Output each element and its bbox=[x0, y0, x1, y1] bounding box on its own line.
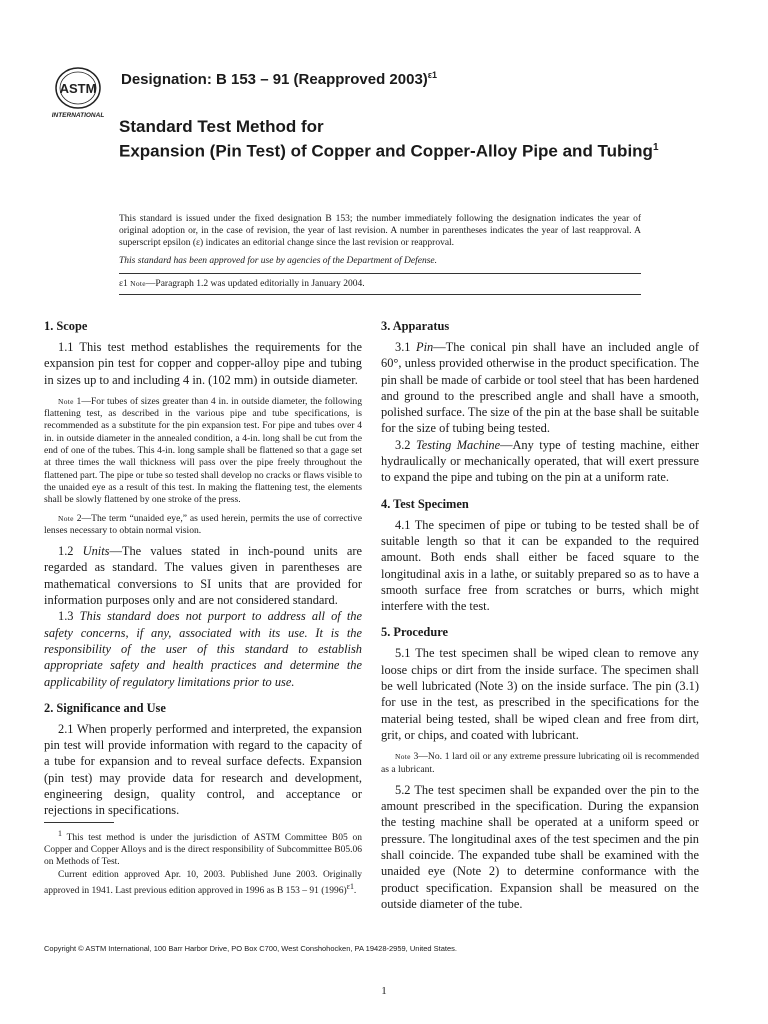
para-3-2-text: —Any type of testing machine, either hydraulically or mechanically operated, that will exert pressure to expand the pipe and tubing on the pin at a uniform rate. bbox=[381, 437, 700, 485]
section-3-heading: 3. Apparatus bbox=[381, 319, 450, 333]
section-4-heading: 4. Test Specimen bbox=[381, 496, 469, 511]
approval-statement: This standard has been approved for use by agencies of the Department of Defense. bbox=[119, 256, 438, 266]
footnote-2-end: . bbox=[353, 886, 357, 897]
logo-text: ASTM bbox=[59, 81, 97, 96]
para-1-2-term: Units bbox=[82, 544, 110, 559]
right-column bbox=[381, 318, 699, 912]
para-3-2-num: 3.2 bbox=[395, 437, 416, 452]
footnote-divider bbox=[44, 822, 114, 823]
note-2-label: Note bbox=[58, 513, 74, 523]
editorial-epsilon: ε1 bbox=[119, 279, 128, 289]
document-title bbox=[119, 116, 679, 162]
title-line1: Standard Test Method for bbox=[119, 117, 324, 136]
note-2 bbox=[44, 513, 362, 538]
section-2-heading: 2. Significance and Use bbox=[44, 700, 166, 715]
designation-superscript: ε1 bbox=[427, 70, 438, 80]
footnote-1 bbox=[44, 828, 362, 868]
para-5-1: 5.1 The test specimen shall be wiped clean to remove any loose chips or dirt from the inside surface. The specimen shall be well lubricated (Note 3) on the inside surface. The pin (3.1) for use in the test, as prescribed in the specifications for the material being tested, shall be wiped clean and free from dirt, grit, or chips, and coated with lubricant. bbox=[381, 646, 699, 742]
editorial-note-text: —Paragraph 1.2 was updated editorially in January 2004. bbox=[145, 279, 365, 289]
footnote-2 bbox=[44, 869, 362, 897]
astm-logo bbox=[44, 66, 116, 122]
para-2-1: 2.1 When properly performed and interpreted, the expansion pin test will provide information with regard to the capacity of a tube for expansion and to reveal surface defects. Expansion (pin test) may provide data for research and development, engineering design, quality control, and acceptance or rejections in specifications. bbox=[44, 721, 362, 818]
section-5-heading: 5. Procedure bbox=[381, 625, 448, 640]
page-number: 1 bbox=[381, 985, 387, 997]
note-2-text: 2—The term “unaided eye,” as used herein, permits the use of corrective lenses necessary to obtain normal vision. bbox=[44, 512, 362, 536]
note-3-text: 3—No. 1 lard oil or any extreme pressure lubricating oil is recommended as a lubricant. bbox=[381, 751, 699, 775]
left-column bbox=[44, 318, 362, 819]
para-3-2-term: Testing Machine bbox=[415, 437, 501, 452]
footnote-2-text: Current edition approved Apr. 10, 2003. Published June 2003. Originally approved in 1941. Last previous edition approved in 1996 as B 153 – 91 (1996) bbox=[44, 870, 362, 897]
title-main-text: Expansion (Pin Test) of Copper and Copper-Alloy Pipe and Tubing bbox=[119, 141, 653, 161]
note-3 bbox=[381, 751, 699, 776]
title-footnote-ref: 1 bbox=[652, 142, 659, 153]
divider-bottom bbox=[119, 294, 641, 295]
note-3-label: Note bbox=[395, 752, 411, 762]
editorial-note bbox=[119, 279, 641, 289]
note-1-label: Note bbox=[58, 396, 74, 406]
para-3-2 bbox=[381, 437, 699, 486]
para-1-1: 1.1 This test method establishes the requirements for the expansion pin test for copper and copper-alloy pipe and tubing in sizes up to and including 4 in. (102 mm) in outside diameter. bbox=[44, 340, 362, 387]
divider-top bbox=[119, 273, 641, 274]
section-1-heading: 1. Scope bbox=[44, 319, 88, 333]
designation bbox=[121, 70, 437, 88]
para-1-3-text: This standard does not purport to address all of the safety concerns, if any, associated with its use. It is the responsibility of the user of this standard to establish appropriate safety and health practices and determine the applicability of regulatory limitations prior to use. bbox=[44, 609, 362, 689]
editorial-note-label: Note bbox=[130, 279, 146, 288]
designation-text: Designation: B 153 – 91 (Reapproved 2003) bbox=[121, 71, 428, 88]
title-main bbox=[119, 137, 679, 162]
copyright-line: Copyright © ASTM International, 100 Barr Harbor Drive, PO Box C700, West Conshohocken, PA 19428-2959, United States. bbox=[44, 944, 457, 953]
para-3-1-term: Pin bbox=[416, 340, 434, 354]
para-3-1-text: —The conical pin shall have an included angle of 60°, unless provided otherwise in the product specification. The pin shall be made of carbide or tool steel that has been hardened and ground to the prescribed angle and shall have a smooth, polished surface. The size of the pin at the base shall be suitable for the size of tubing being tested. bbox=[381, 340, 699, 436]
para-3-1 bbox=[381, 339, 699, 437]
para-5-2: 5.2 The test specimen shall be expanded over the pin to the amount prescribed in the specification. During the expansion the testing machine shall be operated at a uniform speed or pressure. The longitudinal axes of the test specimen and the pin shall coincide. The expanded tube shall be examined with the unaided eye (Note 2) to determine conformance with the product specification. Expansion shall be measured on the outside diameter of the tube. bbox=[381, 782, 699, 911]
footnote-1-mark: 1 bbox=[58, 829, 62, 838]
para-1-2 bbox=[44, 543, 362, 608]
logo-subtext: INTERNATIONAL bbox=[51, 112, 105, 119]
footnote-2-sup: ε1 bbox=[346, 882, 354, 892]
para-1-3 bbox=[44, 608, 362, 689]
para-3-1-num: 3.1 bbox=[395, 340, 417, 354]
para-4-1: 4.1 The specimen of pipe or tubing to be tested shall be of suitable length so that it can be expanded to the required amount. Both ends shall either be faced square to the longitudinal axis in a lathe, or suitably prepared so as to have a smooth surface free from scratches or burrs, which might interfere with the test. bbox=[381, 517, 699, 614]
note-1-text: 1—For tubes of sizes greater than 4 in. in outside diameter, the following flattening test, as described in the various pipe and tube specifications, is recommended as a substitute for the pin expansion test. For pipe and tubes over 4 in. in outside diameter in the annealed condition, a 4-in. long shall be cut from the end of one of the tubes. This 4-in. long sample shall be flattened so that a gage set at three times the wall thickness will pass over the pipe freely throughout the flattened part. The pipe or tube so tested shall develop no cracks or flaws visible to the unaided eye as a result of this test. In making the flattening test, the elements shall be slowly flattened by one stroke of the press. bbox=[44, 395, 362, 506]
para-1-3-num: 1.3 bbox=[58, 609, 80, 624]
para-1-2-num: 1.2 bbox=[58, 544, 83, 559]
intro-paragraph: This standard is issued under the fixed designation B 153; the number immediately following the designation indicates the year of original adoption or, in the case of revision, the year of last revision. A number in parentheses indicates the year of last reapproval. A superscript epsilon (ε) indicates an editorial change since the last revision or reapproval. bbox=[119, 214, 641, 248]
note-1 bbox=[44, 396, 362, 507]
footnote-1-text: This test method is under the jurisdiction of ASTM Committee B05 on Copper and Copper Alloys and is the direct responsibility of Subcommittee B05.06 on Methods of Test. bbox=[44, 833, 362, 868]
para-1-2-text: —The values stated in inch-pound units are regarded as standard. The values given in parentheses are mathematical conversions to SI units that are provided for information purposes only and are not considered standard. bbox=[44, 544, 362, 608]
footnotes bbox=[44, 828, 362, 898]
